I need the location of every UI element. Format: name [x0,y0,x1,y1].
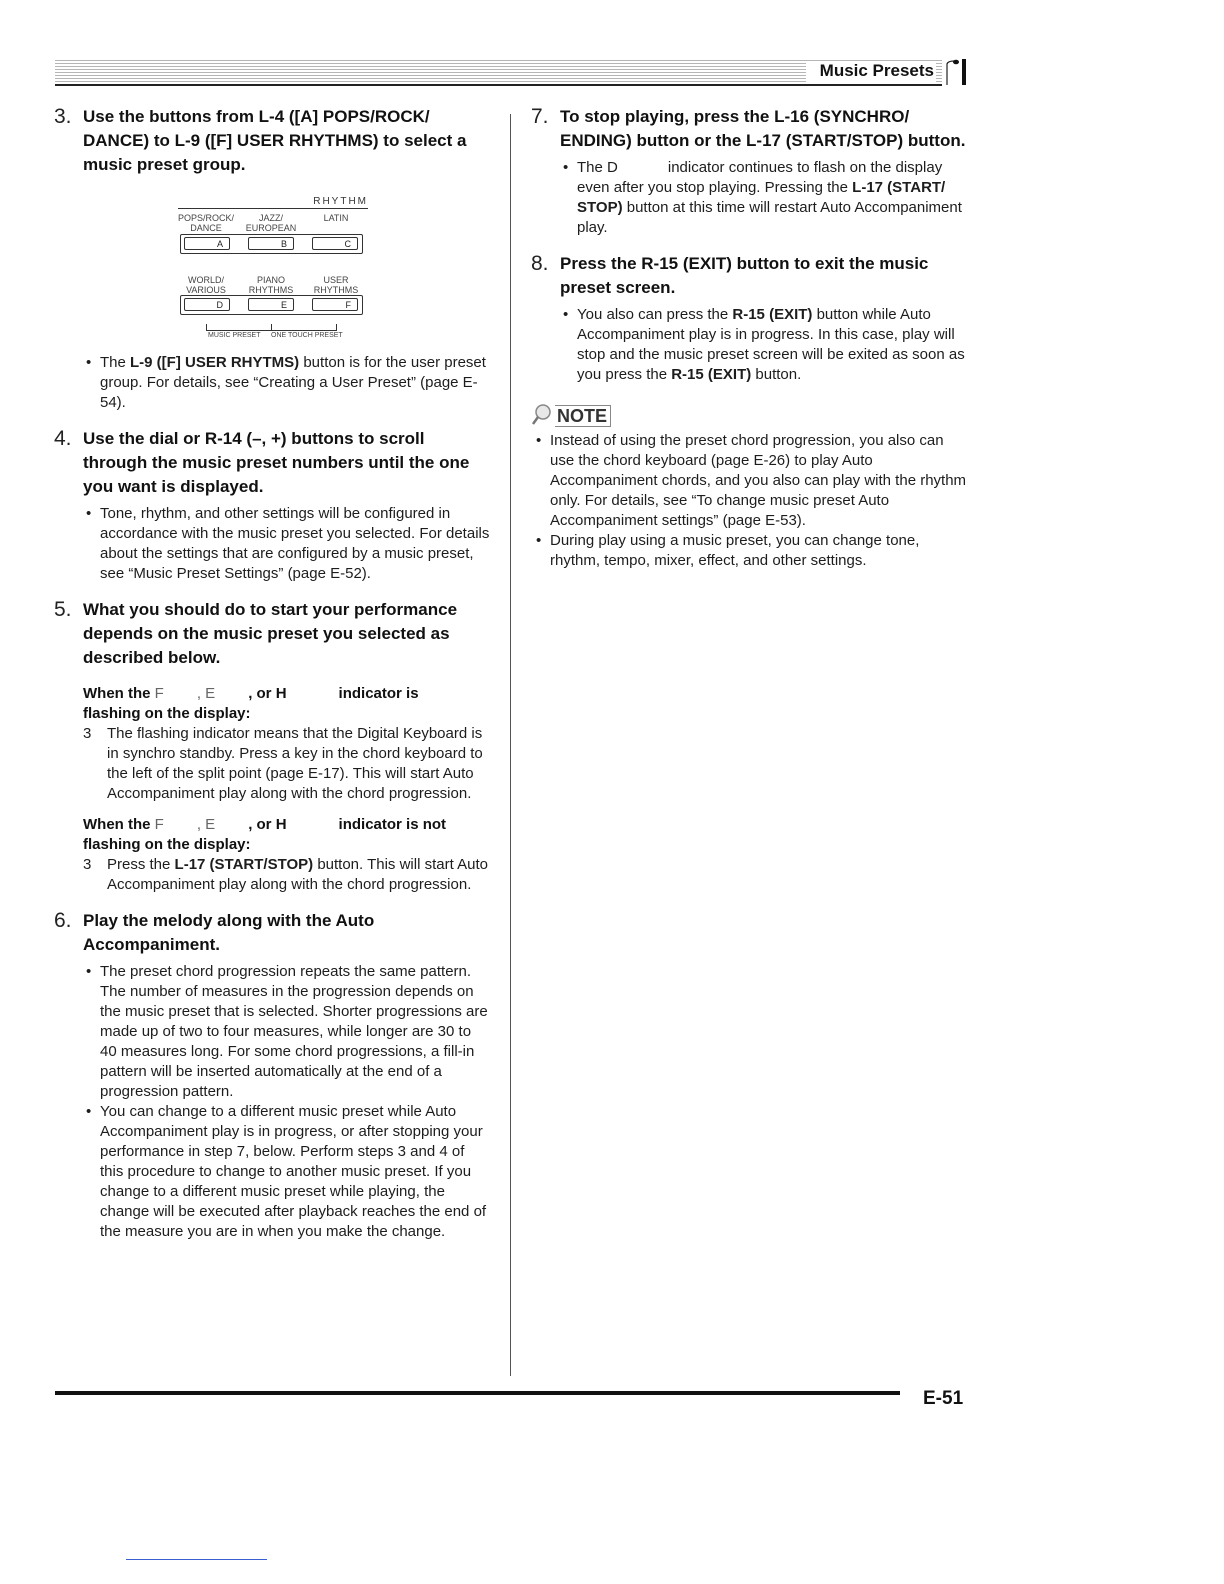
rhythm-button-c: C [312,237,358,250]
music-preset-label: MUSIC PRESET [208,332,261,339]
step-6-bullets [54,962,490,1242]
list-item: • The preset chord progression repeats the same pattern. The number of measures in the progression depends on the music preset that is selected. Shorter progressions are made up of two to four measures, while longer are 30 to 40 measures long. For some chord progressions, a fill-in pattern will be inserted automatically at the end of a progression pattern. [83,962,490,1102]
step-8-text: Press the R-15 (EXIT) button to exit the music preset screen. [560,254,929,297]
step-4-bullets [54,504,490,584]
page-number: E-51 [923,1388,964,1409]
rhythm-button-e: E [248,298,294,311]
step-3-text: Use the buttons from L-4 ([A] POPS/ROCK/ DANCE) to L-9 ([F] USER RHYTHMS) to select a music preset group. [83,107,467,174]
list-item: • You can change to a different music preset while Auto Accompaniment play is in progress, or after stopping your performance in step 7, below. Perform steps 3 and 4 of this procedure to change to another music preset. If you change to a different music preset while playing, the change will be executed after playback reaches the end of the measure you are in when you make the change. [83,1102,490,1242]
page-section-title: Music Presets [819,61,934,80]
list-item: • Instead of using the preset chord progression, you also can use the chord keyboard (page E-26) to play Auto Accompaniment chords, and you also can play with the rhythm only. For details, see “To change music preset Auto Accompaniment settings” (page E-53). [531,431,971,531]
rhythm-button-f: F [312,298,358,311]
step-6-text: Play the melody along with the Auto Accompaniment. [83,911,375,954]
list-item: • Tone, rhythm, and other settings will be configured in accordance with the music preset you selected. For details about the settings that are configured by a music preset, see “Music Preset Settings” (page E-52). [83,504,490,584]
step-7-text: To stop playing, press the L-16 (SYNCHRO/ ENDING) button or the L-17 (START/STOP) button. [560,107,966,150]
note-icon [942,58,968,86]
rhythm-panel-diagram: RHYTHM POPS/ROCK/ DANCE JAZZ/ EUROPEAN LATIN A B C WORLD/ VARIOUS PIANO RHYTHMS USER RHYTHMS D E F MUSIC PRESET ONE TOUCH PRESET [177,196,368,339]
list-item: • During play using a music preset, you can change tone, rhythm, tempo, mixer, effect, and other settings. [531,531,971,571]
step-3: 3. Use the buttons from L-4 ([A] POPS/ROCK/ DANCE) to L-9 ([F] USER RHYTHMS) to select a music preset group. [54,105,490,177]
step-5-text: What you should do to start your performance depends on the music preset you selected as described below. [83,600,458,667]
step-3-bullets [54,353,490,413]
step-6: 6. Play the melody along with the Auto Accompaniment. [54,909,490,957]
one-touch-preset-label: ONE TOUCH PRESET [271,332,343,339]
link-underline [126,1559,267,1560]
step-8-bullets [531,305,971,385]
rhythm-button-b: B [248,237,294,250]
list-item: • You also can press the R-15 (EXIT) button while Auto Accompaniment play is in progress. In this case, play will stop and the music preset screen will be exited as soon as you press the R-15 (EXIT) button. [560,305,971,385]
step-4-text: Use the dial or R-14 (–, +) buttons to scroll through the music preset numbers until the one you want is displayed. [83,429,470,496]
left-column [54,105,490,1242]
step-4: 4. Use the dial or R-14 (–, +) buttons to scroll through the music preset numbers until the one you want is displayed. [54,427,490,499]
note-label: NOTE [555,405,611,427]
rhythm-button-a: A [184,237,230,250]
note-heading [531,403,971,427]
case-not-flashing-heading: When the F , E , or H indicator is not flashing on the display: [83,816,447,853]
step-8: 8. Press the R-15 (EXIT) button to exit the music preset screen. [531,252,971,300]
step-7-bullets [531,158,971,238]
rhythm-title: RHYTHM [313,196,368,207]
step-5: 5. What you should do to start your performance depends on the music preset you selected as described below. [54,598,490,670]
case-flashing-heading: When the F , E , or H indicator is flashing on the display: [83,685,419,722]
rhythm-button-d: D [184,298,230,311]
note-list [531,431,971,571]
list-item: • The D indicator continues to flash on the display even after you stop playing. Pressing the L-17 (START/ STOP) button at this time will restart Auto Accompaniment play. [560,158,971,238]
footer-rule [55,1391,900,1395]
step-7: 7. To stop playing, press the L-16 (SYNCHRO/ ENDING) button or the L-17 (START/STOP) button. [531,105,971,153]
list-item: • The L-9 ([F] USER RHYTMS) button is for the user preset group. For details, see “Creating a User Preset” (page E-54). [83,353,490,413]
case-not-flashing-body: 3 Press the L-17 (START/STOP) button. This will start Auto Accompaniment play along with the chord progression. [83,856,488,893]
right-column [531,105,971,571]
column-divider [510,114,511,1376]
case-flashing-body: 3 The flashing indicator means that the Digital Keyboard is in synchro standby. Press a key in the chord keyboard to the left of the split point (page E-17). This will start Auto Accompaniment play along with the chord progression. [83,725,483,802]
magnifier-icon [531,403,555,427]
